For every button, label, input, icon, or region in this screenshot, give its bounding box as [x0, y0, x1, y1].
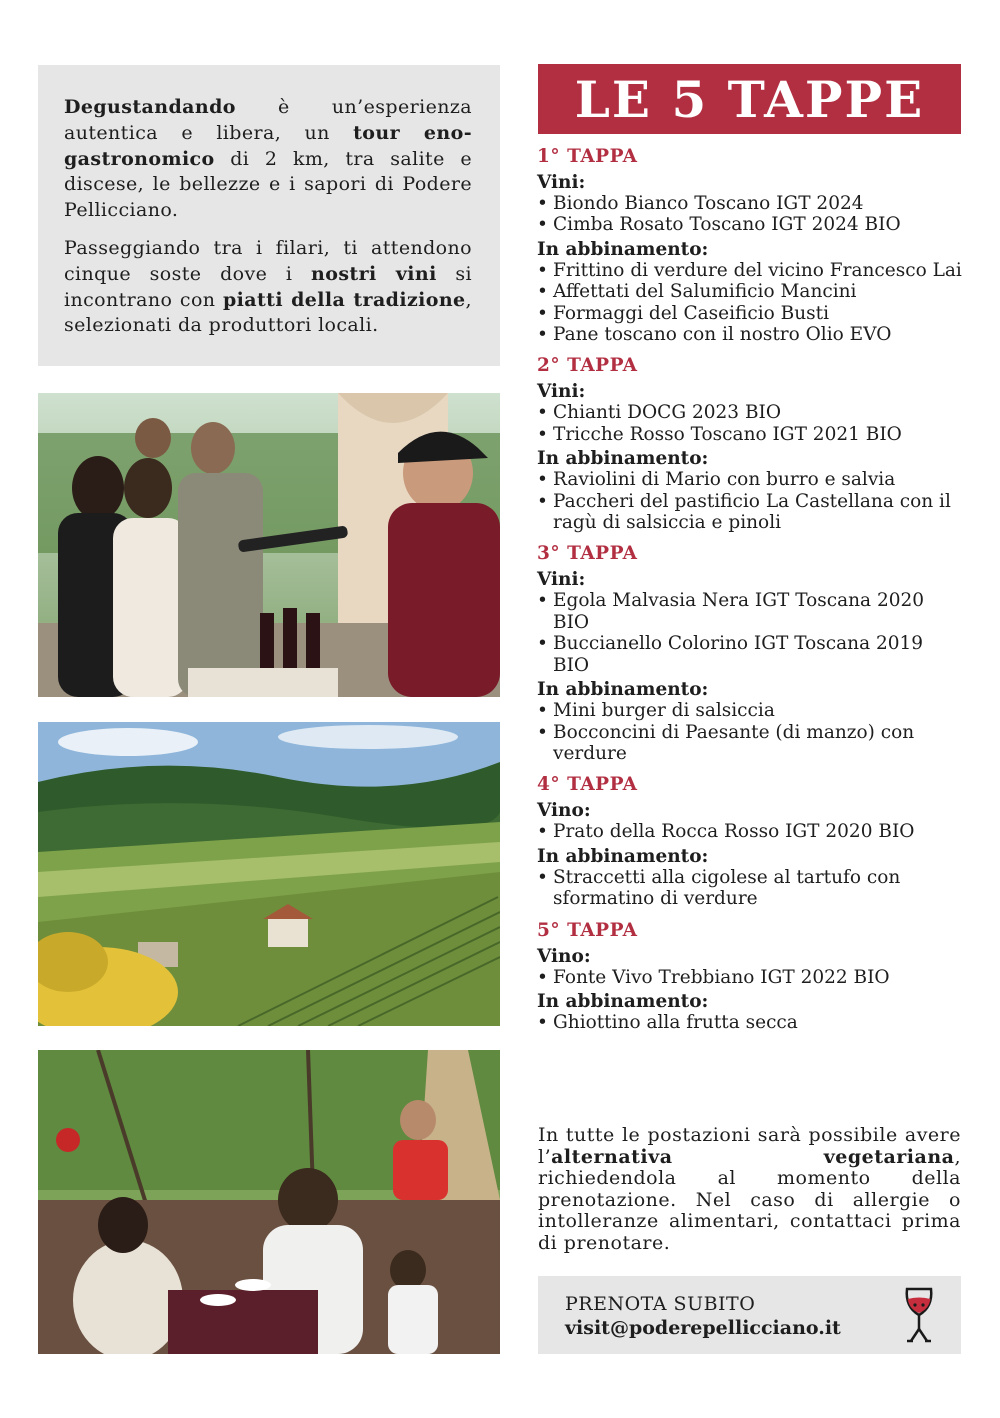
outdoor-dining-photo — [38, 1050, 500, 1354]
intro-box — [38, 65, 500, 366]
tappa-block — [537, 919, 962, 1034]
bold-text: nostri vini — [311, 262, 437, 285]
pairing-item: • Pane toscano con il nostro Olio EVO — [537, 324, 962, 345]
pairing-item: • Mini burger di salsiccia — [537, 700, 962, 721]
vegetarian-note — [538, 1125, 961, 1255]
text-run: si incontrano con — [64, 262, 472, 311]
booking-label: PRENOTA SUBITO — [565, 1293, 756, 1315]
pairing-item: • Affettati del Salumificio Mancini — [537, 281, 962, 302]
pairing-list — [537, 260, 962, 346]
booking-email-link[interactable]: visit@poderepellicciano.it — [565, 1317, 841, 1339]
tappa-title: 3° TAPPA — [537, 543, 638, 565]
pairing-item: • Frittino di verdure del vicino Francesco Lai — [537, 260, 962, 281]
bold-text: piatti della tradizione — [222, 288, 466, 311]
tappa-title: 5° TAPPA — [537, 919, 638, 941]
wine-list — [537, 967, 962, 988]
tappa-block — [537, 354, 962, 533]
pairing-label: In abbinamento: — [537, 448, 709, 470]
tappa-title: 1° TAPPA — [537, 146, 638, 167]
bold-text: Degustandando — [64, 96, 236, 118]
text-run: , selezionati da produttori locali. — [64, 288, 472, 337]
tappa-block — [537, 145, 962, 345]
pairing-list — [537, 1012, 962, 1033]
bold-text: tour eno-gastronomico — [64, 121, 472, 170]
tappe-list — [537, 145, 962, 1042]
intro-paragraph-2 — [64, 236, 472, 339]
tappa-title: 4° TAPPA — [537, 774, 638, 796]
booking-box — [538, 1276, 961, 1354]
pairing-label: In abbinamento: — [537, 238, 709, 260]
pairing-label: In abbinamento: — [537, 679, 709, 701]
pairing-item: • Straccetti alla cigolese al tartufo con sformatino di verdure — [537, 867, 962, 910]
text-run: Passeggiando tra i filari, ti attendono cinque soste dove i — [64, 236, 472, 285]
text-run: In tutte le postazioni sarà possibile avere l’ — [538, 1124, 961, 1168]
intro-paragraph-1 — [64, 95, 472, 224]
pairing-list — [537, 867, 962, 910]
wine-item: • Fonte Vivo Trebbiano IGT 2022 BIO — [537, 967, 962, 988]
wine-item: • Biondo Bianco Toscano IGT 2024 — [537, 193, 962, 214]
page-title-banner: LE 5 TAPPE — [538, 64, 961, 134]
tappa-title: 2° TAPPA — [537, 355, 638, 377]
pairing-list — [537, 700, 962, 764]
wine-tasting-photo — [38, 393, 500, 697]
wine-list — [537, 193, 962, 236]
text-run: , richiedendola al momento della prenotazione. Nel caso di allergie o intolleranze alimentari, contattaci prima di prenotare. — [538, 1145, 961, 1254]
pairing-item: • Raviolini di Mario con burro e salvia — [537, 469, 962, 490]
wine-label: Vino: — [537, 800, 591, 822]
tappa-block — [537, 773, 962, 909]
wine-label: Vini: — [537, 381, 586, 403]
wine-item: • Tricche Rosso Toscano IGT 2021 BIO — [537, 424, 962, 445]
wine-item: • Prato della Rocca Rosso IGT 2020 BIO — [537, 821, 962, 842]
wine-label: Vini: — [537, 172, 586, 193]
wine-list — [537, 402, 962, 445]
wine-label: Vini: — [537, 569, 586, 591]
pairing-list — [537, 469, 962, 533]
text-run: di 2 km, tra salite e discese, le bellezze e i sapori di Podere Pellicciano. — [64, 147, 472, 222]
vineyard-landscape-photo — [38, 722, 500, 1026]
wine-list — [537, 821, 962, 842]
wine-item: • Egola Malvasia Nera IGT Toscana 2020 BIO — [537, 590, 962, 633]
tappa-block — [537, 542, 962, 764]
text-run: è un’esperienza autentica e libera, un — [64, 96, 472, 144]
pairing-label: In abbinamento: — [537, 990, 709, 1012]
pairing-item: • Formaggi del Caseificio Busti — [537, 303, 962, 324]
wine-item: • Cimba Rosato Toscano IGT 2024 BIO — [537, 214, 962, 235]
pairing-label: In abbinamento: — [537, 845, 709, 867]
wine-item: • Buccianello Colorino IGT Toscana 2019 BIO — [537, 633, 962, 676]
wine-glass-icon — [899, 1285, 939, 1345]
pairing-item: • Bocconcini di Paesante (di manzo) con verdure — [537, 722, 962, 765]
pairing-item: • Ghiottino alla frutta secca — [537, 1012, 962, 1033]
wine-item: • Chianti DOCG 2023 BIO — [537, 402, 962, 423]
pairing-item: • Paccheri del pastificio La Castellana con il ragù di salsiccia e pinoli — [537, 491, 962, 534]
wine-list — [537, 590, 962, 676]
wine-label: Vino: — [537, 945, 591, 967]
bold-text: alternativa vegetariana — [551, 1145, 955, 1168]
